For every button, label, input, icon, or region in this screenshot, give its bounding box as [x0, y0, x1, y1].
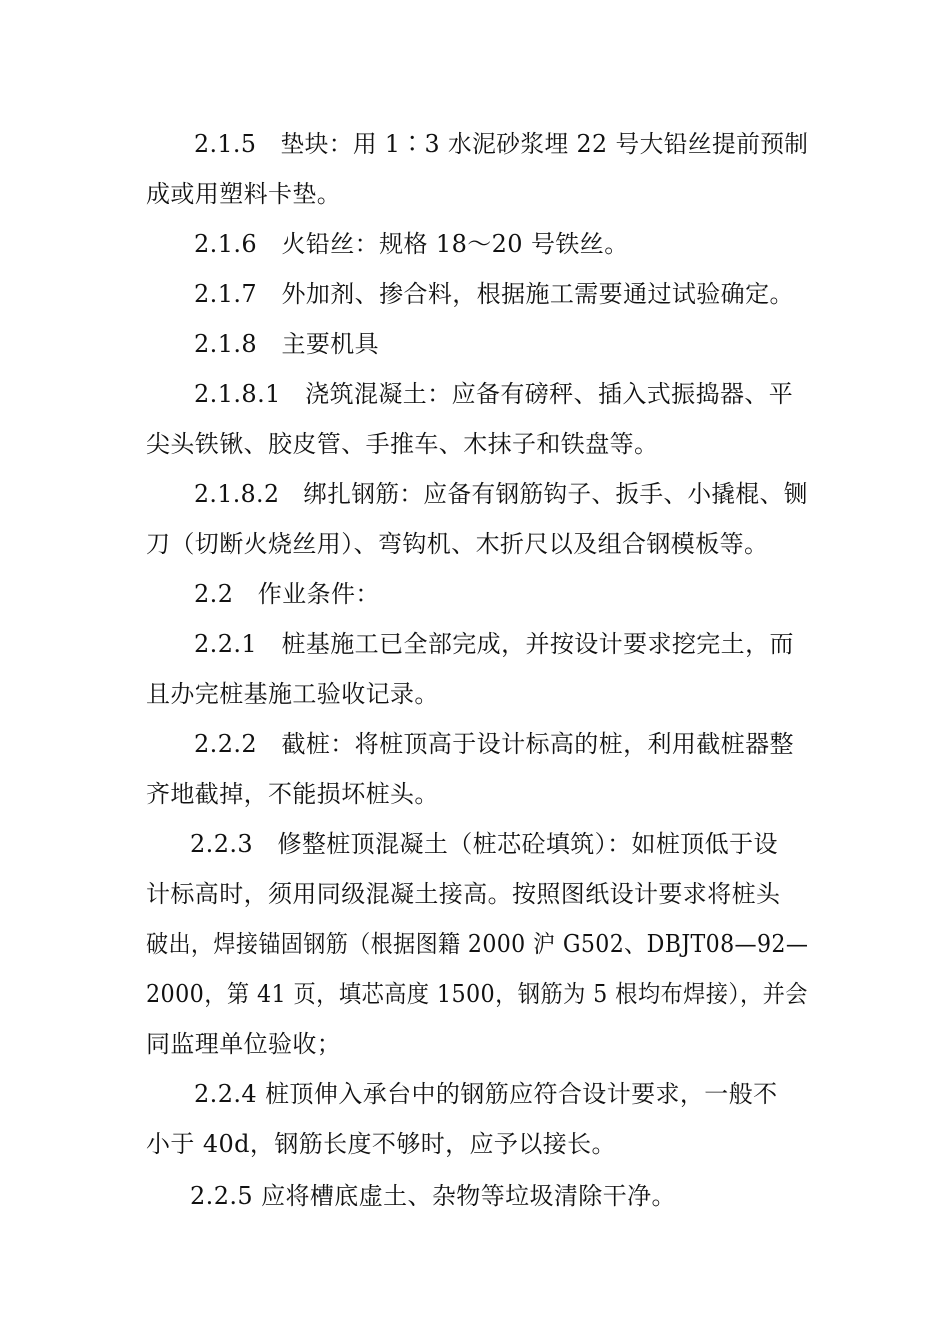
paragraph-line: 2.1.5 垫块：用 1∶3 水泥砂浆埋 22 号大铅丝提前预制: [194, 130, 809, 158]
paragraph-line: 且办完桩基施工验收记录。: [146, 680, 439, 708]
paragraph-line: 2.1.8 主要机具: [194, 330, 380, 358]
paragraph-line: 齐地截掉，不能损坏桩头。: [146, 780, 439, 808]
paragraph-line: 2.1.7 外加剂、掺合料，根据施工需要通过试验确定。: [194, 280, 794, 308]
paragraph-line: 2.2 作业条件：: [194, 580, 380, 608]
paragraph-line: 刀（切断火烧丝用）、弯钩机、木折尺以及组合钢模板等。: [146, 530, 769, 558]
paragraph-line: 成或用塑料卡垫。: [146, 180, 342, 208]
paragraph-line: 2.1.6 火铅丝：规格 18～20 号铁丝。: [194, 230, 629, 258]
paragraph-line: 2.2.2 截桩：将桩顶高于设计标高的桩，利用截桩器整: [194, 730, 794, 758]
paragraph-line: 2.2.3 修整桩顶混凝土（桩芯砼填筑）：如桩顶低于设: [190, 830, 778, 858]
paragraph-line: 小于 40d，钢筋长度不够时，应予以接长。: [146, 1130, 616, 1158]
paragraph-line: 尖头铁锹、胶皮管、手推车、木抹子和铁盘等。: [146, 430, 659, 458]
paragraph-line: 破出，焊接锚固钢筋（根据图籍 2000 沪 G502、DBJT08—92—: [146, 930, 809, 958]
paragraph-line: 2.1.8.1 浇筑混凝土：应备有磅秤、插入式振捣器、平: [194, 380, 794, 408]
paragraph-line: 2.1.8.2 绑扎钢筋：应备有钢筋钩子、扳手、小撬棍、铡: [194, 480, 808, 508]
paragraph-line: 2.2.5 应将槽底虚土、杂物等垃圾清除干净。: [190, 1182, 676, 1210]
paragraph-line: 2.2.1 桩基施工已全部完成，并按设计要求挖完土，而: [194, 630, 794, 658]
paragraph-line: 计标高时，须用同级混凝土接高。按照图纸设计要求将桩头: [146, 880, 781, 908]
paragraph-line: 2.2.4 桩顶伸入承台中的钢筋应符合设计要求，一般不: [194, 1080, 778, 1108]
paragraph-line: 同监理单位验收；: [146, 1030, 342, 1058]
paragraph-line: 2000，第 41 页，填芯高度 1500，钢筋为 5 根均布焊接），并会: [146, 980, 808, 1008]
